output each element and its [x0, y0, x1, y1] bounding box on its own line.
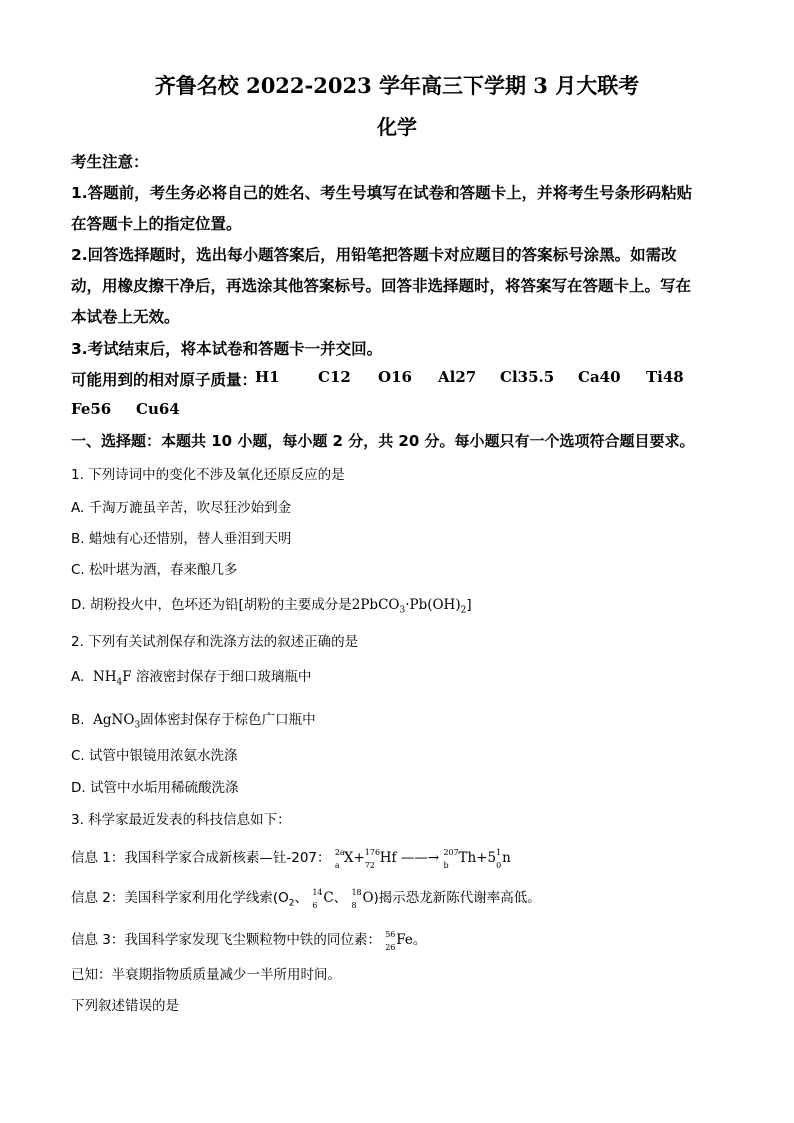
nuclide-symbol: X+: [343, 850, 365, 866]
notice-line-4: 动，用橡皮擦干净后，再选涂其他答案标号。回答非选择题时，将答案写在答题卡上。写在: [71, 277, 692, 295]
q1-option-b: B. 蜡烛有心还惜别，替人垂泪到天明: [71, 531, 292, 547]
atomic-mass-ca: Ca40: [578, 368, 621, 386]
q3-known: 已知：半衰期指物质质量减少一半所用时间。: [71, 967, 341, 983]
mass-number: 2a: [334, 848, 345, 857]
reaction-arrow-icon: ——→: [400, 850, 440, 866]
q2-option-c: C. 试管中银镜用浓氨水洗涤: [71, 748, 238, 764]
formula-subscript: 3: [134, 720, 141, 731]
q2-option-d: D. 试管中水垢用稀硫酸洗涤: [71, 780, 239, 796]
nuclide-symbol: Fe: [396, 932, 413, 948]
notice-line-6: 3.考试结束后，将本试卷和答题卡一并交回。: [71, 340, 383, 358]
atomic-mass-fe: Fe56: [71, 400, 112, 418]
mass-number: 176: [364, 848, 381, 857]
atomic-number: 8: [351, 901, 357, 910]
separator: 、: [333, 890, 348, 906]
q2-option-a-formula: [92, 669, 132, 688]
q3-info-1-text: 信息 1：我国科学家合成新核素—钍-207：: [71, 850, 331, 866]
formula-subscript: 2: [288, 898, 295, 909]
atomic-number: b: [443, 861, 449, 870]
q2-option-b-formula: [93, 712, 141, 731]
separator: 、: [294, 890, 309, 906]
q3-info-2-text: 信息 2：美国科学家利用化学线索(O: [71, 890, 289, 906]
atomic-number: 6: [312, 901, 318, 910]
nuclide-symbol: Hf: [379, 850, 397, 866]
nuclide-symbol: C: [323, 890, 334, 906]
atomic-mass-h: H1: [255, 368, 280, 386]
q1-option-d: [71, 593, 472, 616]
q1-option-d-text: D. 胡粉投火中，色坏还为铅[胡粉的主要成分是: [71, 597, 352, 613]
q3-info-3: [71, 928, 427, 952]
formula-part: F: [122, 669, 132, 685]
atomic-mass-al: Al27: [438, 368, 477, 386]
nuclide-symbol: n: [502, 850, 511, 866]
notice-line-3: 2.回答选择题时，选出每小题答案后，用铅笔把答题卡对应题目的答案标号涂黑。如需改: [71, 246, 677, 264]
q3-info-3-text: 信息 3：我国科学家发现飞尘颗粒物中铁的同位素：: [71, 932, 381, 948]
q3-info-2-end: )揭示恐龙新陈代谢率高低。: [373, 890, 541, 906]
q3-info-3-end: 。: [412, 932, 427, 948]
formula-subscript: 2: [460, 605, 467, 616]
q3-info-1: [71, 846, 511, 870]
nuclide-symbol: Th+5: [458, 850, 497, 866]
atomic-mass-ti: Ti48: [646, 368, 684, 386]
formula-part: NH: [92, 669, 117, 685]
q1-option-c: C. 松叶堪为酒，春来酿几多: [71, 562, 238, 578]
q2-option-a: [71, 665, 311, 688]
exam-title: 齐鲁名校 2022-2023 学年高三下学期 3 月大联考: [154, 73, 640, 98]
q3-ask: 下列叙述错误的是: [71, 998, 179, 1014]
notice-line-1: 1.答题前，考生务必将自己的姓名、考生号填写在试卷和答题卡上，并将考生号条形码粘贴: [71, 184, 693, 202]
nuclide-symbol: O: [362, 890, 374, 906]
q1-option-a: A. 千淘万漉虽辛苦，吹尽狂沙始到金: [71, 500, 292, 516]
formula-part: AgNO: [93, 712, 135, 728]
q2-option-b: [71, 708, 316, 731]
q3-stem: 3. 科学家最近发表的科技信息如下：: [71, 812, 291, 828]
formula-subscript: 4: [116, 677, 123, 688]
q2-stem: 2. 下列有关试剂保存和洗涤方法的叙述正确的是: [71, 634, 359, 650]
mass-number: 207: [443, 848, 459, 857]
atomic-number: a: [334, 861, 340, 870]
q2-option-b-prefix: B.: [71, 712, 85, 728]
atomic-number: 26: [385, 943, 396, 952]
atomic-mass-cl: Cl35.5: [500, 368, 555, 386]
formula-subscript: 3: [399, 605, 406, 616]
q1-option-d-end: ]: [466, 597, 472, 613]
q1-option-d-formula: [351, 597, 467, 616]
atomic-number: 0: [496, 861, 502, 870]
formula-part: 2PbCO: [351, 597, 400, 613]
atomic-mass-label: 可能用到的相对原子质量：: [71, 371, 258, 389]
q2-option-a-prefix: A.: [71, 669, 85, 685]
q3-info-2: [71, 886, 541, 909]
q2-option-a-text: 溶液密封保存于细口玻璃瓶中: [135, 669, 312, 685]
mass-number: 14: [312, 888, 323, 897]
atomic-number: 72: [364, 861, 375, 870]
atomic-mass-cu: Cu64: [136, 400, 180, 418]
atomic-mass-c: C12: [318, 368, 351, 386]
notice-line-5: 本试卷上无效。: [71, 308, 180, 326]
mass-number: 56: [385, 930, 396, 939]
formula-part: ·Pb(OH): [405, 597, 461, 613]
mass-number: 18: [351, 888, 362, 897]
q1-stem: 1. 下列诗词中的变化不涉及氧化还原反应的是: [71, 467, 345, 483]
q2-option-b-text: 固体密封保存于棕色广口瓶中: [140, 712, 316, 728]
notice-line-2: 在答题卡上的指定位置。: [71, 215, 242, 233]
section-heading: 一、选择题：本题共 10 小题，每小题 2 分，共 20 分。每小题只有一个选项符合题目要求。: [71, 432, 695, 450]
mass-number: 1: [496, 848, 502, 857]
subject-title: 化学: [377, 115, 417, 139]
notice-heading: 考生注意：: [71, 153, 149, 171]
atomic-mass-o: O16: [378, 368, 412, 386]
